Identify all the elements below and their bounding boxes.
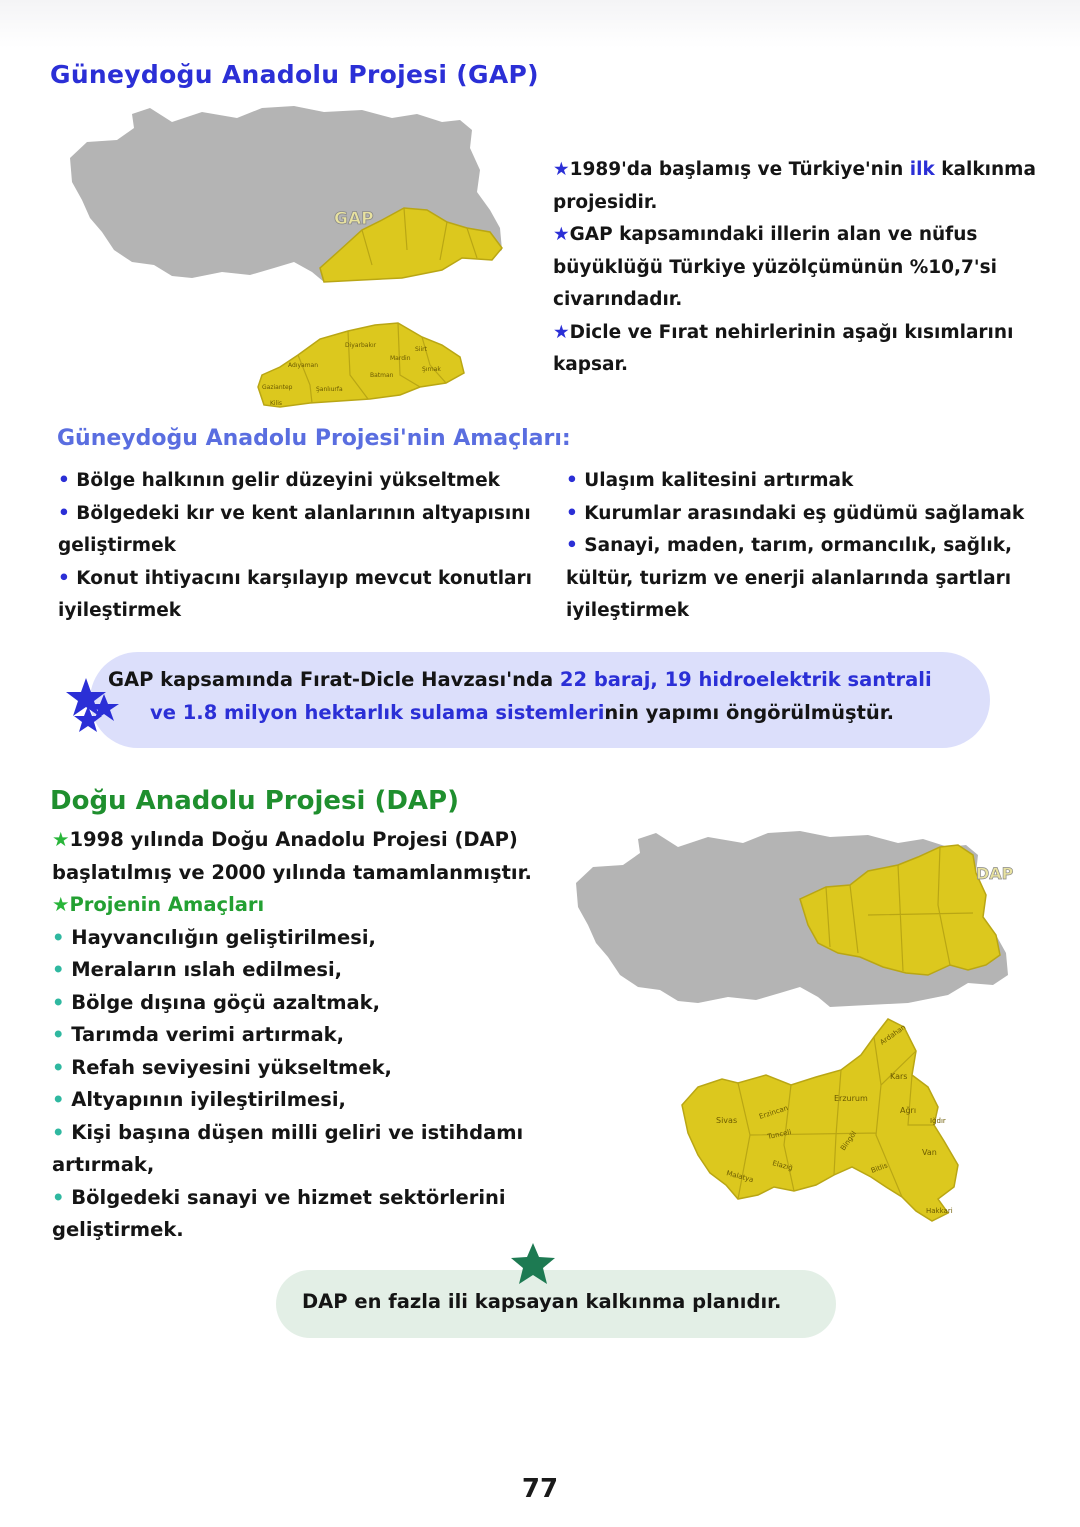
gap-fact: ★1989'da başlamış ve Türkiye'nin ilk kalkınma projesidir. xyxy=(553,159,1036,213)
province-label: Malatya xyxy=(725,1169,755,1185)
bullet-icon: • xyxy=(52,1023,72,1046)
gap-turkey-map xyxy=(62,100,512,290)
gap-map-label: GAP xyxy=(334,209,374,229)
list-item: • Meraların ıslah edilmesi, xyxy=(52,958,343,981)
bullet-icon: • xyxy=(52,925,72,949)
province-label: Sivas xyxy=(716,1116,738,1125)
dap-content xyxy=(52,824,572,1247)
province-label: Batman xyxy=(370,372,394,379)
province-label: Mardin xyxy=(390,355,411,362)
list-item: • Bölge dışına göçü azaltmak, xyxy=(52,990,381,1014)
bullet-icon: • xyxy=(58,470,77,491)
bullet-icon: • xyxy=(52,990,72,1014)
list-item: • Konut ihtiyacını karşılayıp mevcut konutları iyileştirmek xyxy=(58,567,533,621)
list-item: • Kurumlar arasındaki eş güdümü sağlamak xyxy=(566,502,1025,524)
list-item: • Sanayi, maden, tarım, ormancılık, sağlık, kültür, turizm ve enerji alanlarında şartları iyileştirmek xyxy=(566,535,1013,621)
dap-intro: ★1998 yılında Doğu Anadolu Projesi (DAP) başlatılmış ve 2000 yılında tamamlanmıştır. xyxy=(52,828,532,884)
list-item: • Ulaşım kalitesini artırmak xyxy=(566,470,854,491)
province-label: Bitlis xyxy=(869,1161,889,1175)
gap-title: Güneydoğu Anadolu Projesi (GAP) xyxy=(50,60,539,89)
dap-map-label: DAP xyxy=(976,864,1014,883)
star-icon: ★ xyxy=(553,159,570,180)
star-icon: ★ xyxy=(52,828,70,851)
gap-fact: ★Dicle ve Fırat nehirlerinin aşağı kısımlarını kapsar. xyxy=(553,321,1014,375)
page-number: 77 xyxy=(521,1474,559,1504)
province-label: Van xyxy=(922,1148,937,1157)
gap-facts xyxy=(553,154,1053,382)
gap-region-map xyxy=(250,315,475,410)
star-icon: ★ xyxy=(553,224,570,245)
gap-fact: ★GAP kapsamındaki illerin alan ve nüfus büyüklüğü Türkiye yüzölçümünün %10,7'si civarındadır. xyxy=(553,224,997,310)
province-label: Erzurum xyxy=(834,1094,868,1103)
bullet-icon: • xyxy=(52,1185,72,1209)
province-label: Siirt xyxy=(415,346,427,353)
province-label: Ardahan xyxy=(878,1023,908,1047)
list-item: • Kişi başına düşen milli geliri ve istihdamı artırmak, xyxy=(52,1120,524,1176)
gap-highlight-text: GAP kapsamında Fırat-Dicle Havzası'nda 22 baraj, 19 hidroelektrik santrali ve 1.8 milyon hektarlık sulama sistemlerinin yapımı öngörülmüştür. xyxy=(108,668,932,724)
list-item: • Refah seviyesini yükseltmek, xyxy=(52,1055,392,1079)
list-item: • Bölgedeki kır ve kent alanlarının altyapısını geliştirmek xyxy=(58,502,531,556)
bullet-icon: • xyxy=(58,502,77,524)
list-item: • Altyapının iyileştirilmesi, xyxy=(52,1088,346,1111)
bullet-icon: • xyxy=(52,1120,72,1144)
bullet-icon: • xyxy=(58,567,77,589)
province-label: Elazığ xyxy=(771,1159,794,1173)
province-label: Gaziantep xyxy=(262,384,293,391)
province-label: Diyarbakır xyxy=(345,342,377,349)
list-item: • Bölgedeki sanayi ve hizmet sektörlerini geliştirmek. xyxy=(52,1185,506,1241)
bullet-icon: • xyxy=(52,1088,72,1111)
top-decoration xyxy=(0,0,1080,48)
province-label: Şırnak xyxy=(422,366,441,373)
list-item: • Tarımda verimi artırmak, xyxy=(52,1023,345,1046)
gap-aims-right xyxy=(566,465,1061,628)
province-label: Kilis xyxy=(270,400,283,407)
dap-title: Doğu Anadolu Projesi (DAP) xyxy=(50,786,459,816)
bullet-icon: • xyxy=(52,958,72,981)
province-label: Adıyaman xyxy=(288,362,319,369)
province-label: Erzincan xyxy=(758,1104,790,1121)
star-icon: ★ xyxy=(553,321,570,343)
province-label: Iğdır xyxy=(930,1117,946,1125)
bullet-icon: • xyxy=(52,1055,72,1079)
dap-aims-title: ★Projenin Amaçları xyxy=(52,893,265,916)
dap-turkey-map xyxy=(568,825,1018,1015)
gap-aims-title: Güneydoğu Anadolu Projesi'nin Amaçları: xyxy=(57,426,571,451)
dap-note: DAP en fazla ili kapsayan kalkınma planıdır. xyxy=(302,1290,782,1313)
province-label: Ağrı xyxy=(900,1106,917,1115)
list-item: • Hayvancılığın geliştirilmesi, xyxy=(52,925,376,949)
province-label: Kars xyxy=(890,1072,908,1081)
province-label: Bingöl xyxy=(839,1129,859,1153)
bullet-icon: • xyxy=(566,502,585,524)
dap-region-map xyxy=(676,1015,976,1230)
gap-aims-left xyxy=(58,465,543,628)
bullet-icon: • xyxy=(566,470,585,491)
star-icon xyxy=(509,1241,557,1287)
bullet-icon: • xyxy=(566,535,585,556)
star-icon: ★ xyxy=(52,893,70,916)
list-item: • Bölge halkının gelir düzeyini yükseltmek xyxy=(58,470,500,491)
province-label: Tunceli xyxy=(766,1128,793,1141)
province-label: Şanlıurfa xyxy=(316,386,343,393)
province-label: Hakkari xyxy=(926,1207,953,1215)
